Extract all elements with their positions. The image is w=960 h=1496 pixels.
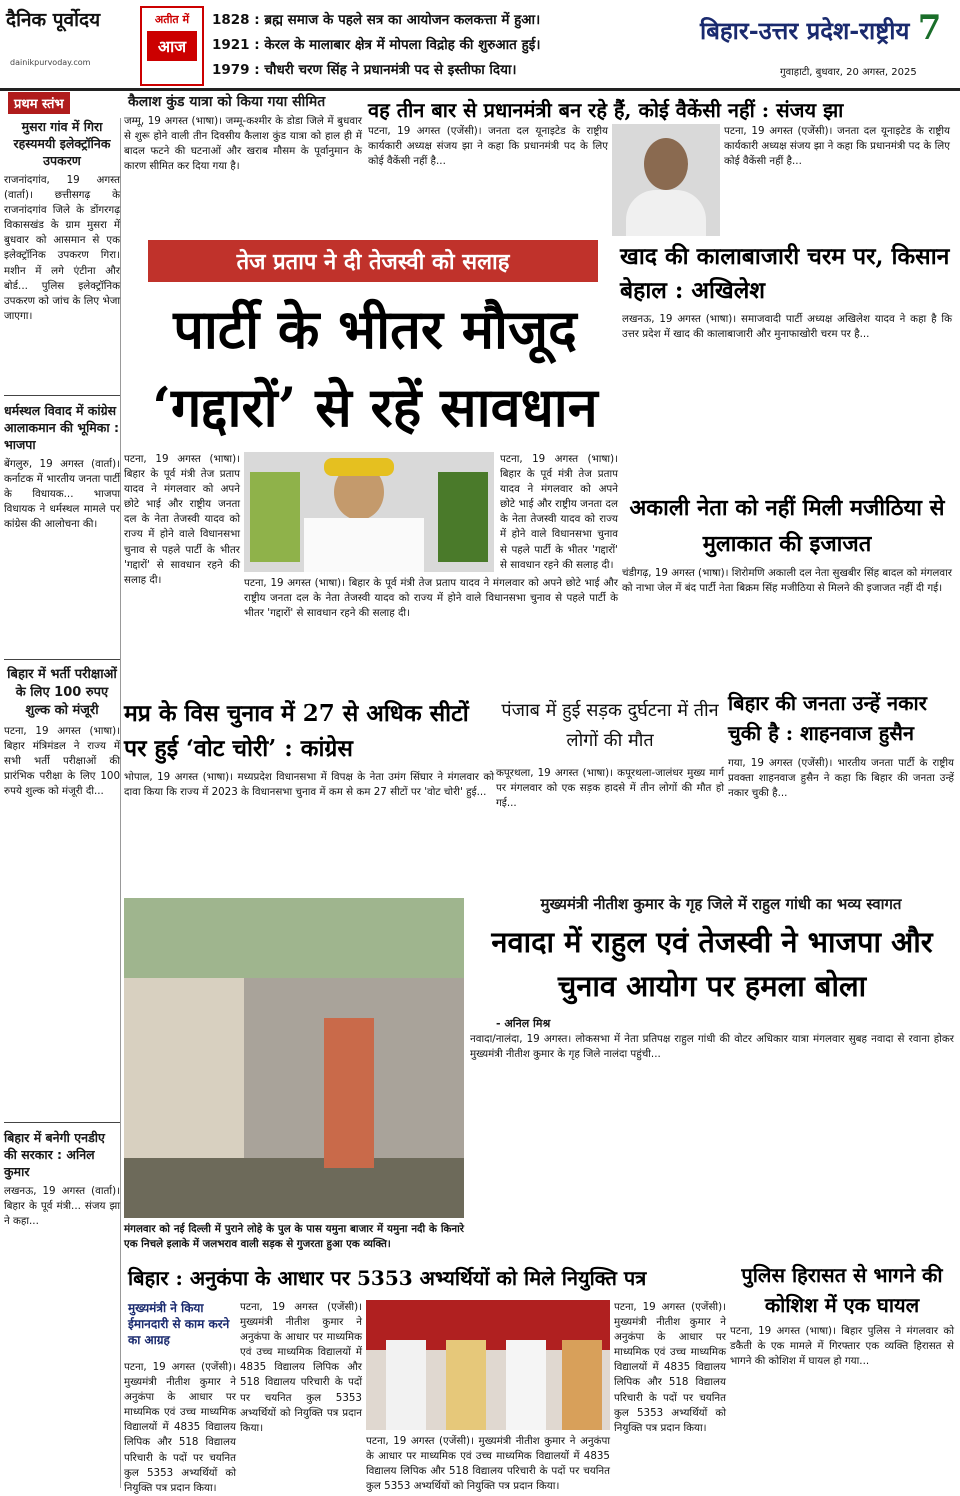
- kailash-headline: कैलाश कुंड यात्रा को किया गया सीमित: [128, 94, 326, 110]
- tej-tag: तेज प्रताप ने दी तेजस्वी को सलाह: [148, 240, 598, 282]
- tej-body-cont: पटना, 19 अगस्त (भाषा)। बिहार के पूर्व मंत्री तेज प्रताप यादव ने मंगलवार को अपने छोटे भाई और राष्ट्रीय जनता दल के नेता तेजस्वी यादव को राज्य में होने वाले विधानसभा चुनाव से पहले पार्टी के भीतर 'गद्दारों' से सावधान रहने की सलाह दी।: [500, 453, 618, 571]
- anukampa-subhead: मुख्यमंत्री ने किया ईमानदारी से काम करने का आग्रह: [128, 1301, 230, 1347]
- anukampa-body-cont: पटना, 19 अगस्त (एजेंसी)। मुख्यमंत्री नीतीश कुमार ने अनुकंपा के आधार पर माध्यमिक एवं उच्च माध्यमिक विद्यालयों में 4835 विद्यालय लिपिक और 518 विद्यालय परिचारी के पदों पर चयनित कुल 5353 अभ्यर्थियों को नियुक्ति पत्र प्रदान किया।: [240, 1301, 362, 1434]
- tej-body-lower: पटना, 19 अगस्त (भाषा)। बिहार के पूर्व मंत्री तेज प्रताप यादव ने मंगलवार को अपने छोटे भाई और राष्ट्रीय जनता दल के नेता तेजस्वी यादव को राज्य में होने वाले विधानसभा चुनाव से पहले पार्टी के भीतर 'गद्दारों' से सावधान रहने की सलाह दी।: [244, 577, 618, 620]
- section-title: [700, 8, 941, 48]
- kailash-body: जम्मू, 19 अगस्त (भाषा)। जम्मू-कश्मीर के डोडा जिले में बुधवार से शुरू होने वाली तीन दिवसीय कैलाश कुंड यात्रा को हाल ही में बादल फटने की घटनाओं और खराब मौसम के पूर्वानुमान के कारण सीमित कर दिया गया है।: [124, 115, 362, 173]
- masthead: [0, 0, 960, 91]
- flood-photo: [124, 898, 464, 1218]
- tej-body: पटना, 19 अगस्त (भाषा)। बिहार के पूर्व मंत्री तेज प्रताप यादव ने मंगलवार को अपने छोटे भाई और राष्ट्रीय जनता दल के नेता तेजस्वी यादव को राज्य में होने वाले विधानसभा चुनाव से पहले पार्टी के भीतर 'गद्दारों' से सावधान रहने की सलाह दी।: [124, 453, 240, 586]
- column-tag: प्रथम स्तंभ: [8, 92, 70, 114]
- bihar-exam-body: पटना, 19 अगस्त (भाषा)। बिहार मंत्रिमंडल ने राज्य में सभी भर्ती परीक्षाओं की प्रारंभिक परीक्षा के लिए 100 रुपये शुल्क को मंजूरी दी...: [4, 725, 120, 798]
- punjab-headline: पंजाब में हुई सड़क दुर्घटना में तीन लोगों की मौत: [501, 700, 719, 751]
- event-2: 1921 : केरल के मालाबार क्षेत्र में मोपला विद्रोह की शुरुआत हुई।: [212, 37, 541, 53]
- left-column: [4, 118, 121, 1488]
- sanjay-body: पटना, 19 अगस्त (एजेंसी)। जनता दल यूनाइटेड के राष्ट्रीय कार्यकारी अध्यक्ष संजय झा ने कहा कि प्रधानमंत्री पद के लिए कोई वैकेंसी नहीं है...: [368, 125, 608, 168]
- rahul-body: नवादा/नालंदा, 19 अगस्त। लोकसभा में नेता प्रतिपक्ष राहुल गांधी की वोटर अधिकार यात्रा मंगलवार सुबह नवादा से रवाना होकर मुख्यमंत्री नीतीश कुमार के गृह जिले नालंदा पहुंची...: [470, 1033, 955, 1061]
- rahul-headline: नवादा में राहुल एवं तेजस्वी ने भाजपा और चुनाव आयोग पर हमला बोला: [491, 925, 933, 1003]
- sanjay-body-cont: पटना, 19 अगस्त (एजेंसी)। जनता दल यूनाइटेड के राष्ट्रीय कार्यकारी अध्यक्ष संजय झा ने कहा कि प्रधानमंत्री पद के लिए कोई वैकेंसी नहीं है...: [724, 125, 950, 168]
- logo-main: आज: [147, 31, 197, 61]
- anukampa-headline: बिहार : अनुकंपा के आधार पर 5353 अभ्यर्थियों को मिले नियुक्ति पत्र: [128, 1266, 647, 1290]
- shahnawaz-body: गया, 19 अगस्त (एजेंसी)। भारतीय जनता पार्टी के राष्ट्रीय प्रवक्ता शाहनवाज हुसैन ने कहा कि बिहार की जनता उन्हें नकार चुकी है...: [728, 757, 954, 800]
- anukampa-body-right: पटना, 19 अगस्त (एजेंसी)। मुख्यमंत्री नीतीश कुमार ने अनुकंपा के आधार पर माध्यमिक एवं उच्च माध्यमिक विद्यालयों में 4835 विद्यालय लिपिक और 518 विद्यालय परिचारी के पदों पर चयनित कुल 5353 अभ्यर्थियों को नियुक्ति पत्र प्रदान किया।: [614, 1301, 726, 1434]
- musahra-headline: मुसरा गांव में गिरा रहस्यमयी इलेक्ट्रॉनिक उपकरण: [13, 119, 111, 168]
- tej-headline: पार्टी के भीतर मौजूद ‘गद्दारों’ से रहें सावधान: [152, 297, 598, 439]
- site-url[interactable]: dainikpurvoday.com: [10, 58, 91, 67]
- khad-body: लखनऊ, 19 अगस्त (भाषा)। समाजवादी पार्टी अध्यक्ष अखिलेश यादव ने कहा है कि उत्तर प्रदेश में खाद की कालाबाजारी और मुनाफाखोरी चरम पर है...: [622, 313, 952, 341]
- akali-headline: अकाली नेता को नहीं मिली मजीठिया से मुलाकात की इजाजत: [629, 495, 945, 557]
- nda-headline: बिहार में बनेगी एनडीए की सरकार : अनिल कुमार: [4, 1130, 105, 1179]
- anukampa-body-lower: पटना, 19 अगस्त (एजेंसी)। मुख्यमंत्री नीतीश कुमार ने अनुकंपा के आधार पर माध्यमिक एवं उच्च माध्यमिक विद्यालयों में 4835 विद्यालय लिपिक और 518 विद्यालय परिचारी के पदों पर चयनित कुल 5353 अभ्यर्थियों को नियुक्ति पत्र प्रदान किया।: [366, 1435, 610, 1493]
- sanjay-headline: वह तीन बार से प्रधानमंत्री बन रहे हैं, कोई वैकेंसी नहीं : संजय झा: [368, 98, 844, 122]
- dharmasthal-body: बेंगलुरु, 19 अगस्त (वार्ता)। कर्नाटक में भारतीय जनता पार्टी के विधायक... भाजपा विधायक ने धर्मस्थल मामले पर कांग्रेस की आलोचना की।: [4, 458, 120, 531]
- musahra-body: राजनांदगांव, 19 अगस्त (वार्ता)। छत्तीसगढ़ के राजनांदगांव जिले के डोंगरगढ़ विकासखंड के ग्राम मुसरा में बुधवार को आसमान से एक इलेक्ट्रॉनिक उपकरण गिरा। मशीन में लगे एंटीना और बोर्ड... पुलिस इलेक्ट्रॉनिक उपकरण को जांच के लिए भेजा जाएगा।: [4, 174, 120, 322]
- anukampa-photo: [366, 1300, 610, 1430]
- tej-photo: [244, 452, 494, 572]
- dharmasthal-headline: धर्मस्थल विवाद में कांग्रेस आलाकमान की भूमिका : भाजपा: [4, 403, 119, 452]
- mp-headline: मप्र के विस चुनाव में 27 से अधिक सीटों पर हुई ‘वोट चोरी’ : कांग्रेस: [124, 700, 469, 762]
- police-headline: पुलिस हिरासत से भागने की कोशिश में एक घायल: [741, 1263, 943, 1317]
- logo-top: अतीत में: [154, 13, 190, 26]
- shahnawaz-headline: बिहार की जनता उन्हें नकार चुकी है : शाहनवाज हुसैन: [728, 691, 927, 745]
- newspaper-brand: दैनिक पूर्वोदय: [6, 9, 101, 31]
- history-logo: [140, 6, 204, 86]
- rahul-tag: मुख्यमंत्री नीतीश कुमार के गृह जिले में राहुल गांधी का भव्य स्वागत: [540, 895, 902, 913]
- akali-body: चंडीगढ़, 19 अगस्त (भाषा)। शिरोमणि अकाली दल नेता सुखबीर सिंह बादल को मंगलवार को नाभा जेल में बंद पार्टी नेता बिक्रम सिंह मजीठिया से मिलने की इजाजत नहीं दी गई।: [622, 567, 952, 595]
- police-body: पटना, 19 अगस्त (भाषा)। बिहार पुलिस ने मंगलवार को डकैती के एक मामले में गिरफ्तार एक व्यक्ति हिरासत से भागने की कोशिश में घायल हो गया...: [730, 1325, 954, 1368]
- rahul-byline: - अनिल मिश्र: [496, 1017, 551, 1030]
- history-events: [212, 8, 682, 83]
- mp-body: भोपाल, 19 अगस्त (भाषा)। मध्यप्रदेश विधानसभा में विपक्ष के नेता उमंग सिंघार ने मंगलवार को दावा किया कि राज्य में 2023 के विधानसभा चुनाव में कम से कम 27 सीटों पर 'वोट चोरी' हुई...: [124, 771, 494, 799]
- dateline: गुवाहाटी, बुधवार, 20 अगस्त, 2025: [780, 67, 917, 78]
- sanjay-photo: [612, 124, 720, 236]
- page-number: 7: [917, 8, 942, 48]
- section-name: बिहार-उत्तर प्रदेश-राष्ट्रीय: [700, 16, 910, 45]
- khad-headline: खाद की कालाबाजारी चरम पर, किसान बेहाल : अखिलेश: [620, 243, 950, 304]
- punjab-body: कपूरथला, 19 अगस्त (भाषा)। कपूरथला-जालंधर मुख्य मार्ग पर मंगलवार को एक सड़क हादसे में तीन लोगों की मौत हो गई...: [496, 767, 724, 810]
- event-1: 1828 : ब्रह्म समाज के पहले सत्र का आयोजन कलकत्ता में हुआ।: [212, 12, 541, 28]
- nda-body: लखनऊ, 19 अगस्त (वार्ता)। बिहार के पूर्व मंत्री... संजय झा ने कहा...: [4, 1185, 120, 1228]
- bihar-exam-headline: बिहार में भर्ती परीक्षाओं के लिए 100 रुपए शुल्क को मंजूरी: [7, 667, 117, 718]
- anukampa-body: पटना, 19 अगस्त (एजेंसी)। मुख्यमंत्री नीतीश कुमार ने अनुकंपा के आधार पर माध्यमिक एवं उच्च माध्यमिक विद्यालयों में 4835 विद्यालय लिपिक और 518 विद्यालय परिचारी के पदों पर चयनित कुल 5353 अभ्यर्थियों को नियुक्ति पत्र प्रदान किया।: [124, 1361, 236, 1494]
- event-3: 1979 : चौधरी चरण सिंह ने प्रधानमंत्री पद से इस्तीफा दिया।: [212, 62, 517, 78]
- flood-caption: मंगलवार को नई दिल्ली में पुराने लोहे के पुल के पास यमुना बाजार में यमुना नदी के किनारे एक निचले इलाके में जलभराव वाली सड़क से गुजरता हुआ एक व्यक्ति।: [124, 1223, 464, 1251]
